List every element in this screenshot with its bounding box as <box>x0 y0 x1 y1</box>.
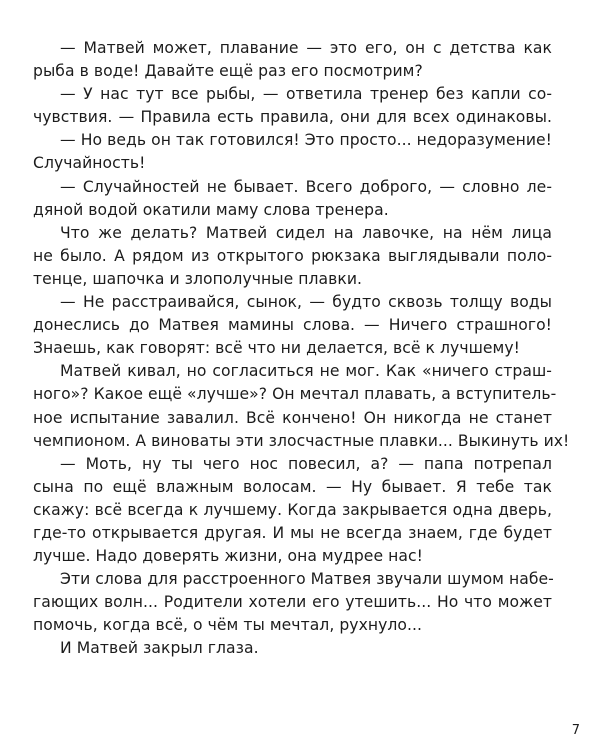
text-line-12: — Не расстраивайся, сынок, — будто сквозь толщу воды <box>60 293 552 312</box>
text-line-11: тенце, шапочка и злополучные плавки. <box>33 269 363 288</box>
text-line-2: рыба в воде! Давайте ещё раз его посмотрим? <box>33 62 423 81</box>
text-line-6: Случайность! <box>33 154 146 173</box>
text-line-20: сына по ещё влажным волосам. — Ну бывает. Я тебе так <box>33 477 552 496</box>
text-line-16: ного»? Какое ещё «лучше»? Он мечтал плавать, а вступитель- <box>33 385 557 404</box>
text-line-22: где-то открывается другая. И мы не всегда знаем, где будет <box>33 523 552 542</box>
text-line-15: Матвей кивал, но согласиться не мог. Как «ничего страш- <box>60 362 552 381</box>
text-line-9: Что же делать? Матвей сидел на лавочке, на нём лица <box>60 223 552 242</box>
text-line-8: дяной водой окатили маму слова тренера. <box>33 200 389 219</box>
text-line-27: И Матвей закрыл глаза. <box>60 639 259 658</box>
text-line-14: Знаешь, как говорят: всё что ни делается, всё к лучшему! <box>33 339 520 358</box>
text-line-4: чувствия. — Правила есть правила, они для всех одинаковы. <box>33 108 552 127</box>
text-line-26: помочь, когда всё, о чём ты мечтал, рухнуло... <box>33 616 422 635</box>
page-number: 7 <box>571 723 580 738</box>
text-line-18: чемпионом. А виноваты эти злосчастные плавки... Выкинуть их! <box>33 431 570 450</box>
story-text <box>33 37 570 661</box>
text-line-7: — Случайностей не бывает. Всего доброго, — словно ле- <box>60 177 552 196</box>
text-line-1: — Матвей может, плавание — это его, он с детства как <box>60 39 552 57</box>
text-line-25: гающих волн... Родители хотели его утешить... Но что может <box>33 593 552 612</box>
text-line-23: лучше. Надо доверять жизни, она мудрее нас! <box>33 547 423 566</box>
text-line-10: не было. А рядом из открытого рюкзака выглядывали поло- <box>33 246 552 265</box>
text-line-19: — Моть, ну ты чего нос повесил, а? — папа потрепал <box>60 454 552 473</box>
text-line-13: донеслись до Матвея мамины слова. — Ничего страшного! <box>33 316 552 335</box>
text-line-5: — Но ведь он так готовился! Это просто... недоразумение! <box>60 131 552 150</box>
text-line-21: скажу: всё всегда к лучшему. Когда закрывается одна дверь, <box>33 500 552 519</box>
text-line-24: Эти слова для расстроенного Матвея звучали шумом набе- <box>60 570 554 589</box>
text-line-17: ное испытание завалил. Всё кончено! Он никогда не станет <box>33 408 552 427</box>
text-line-3: — У нас тут все рыбы, — ответила тренер без капли со- <box>60 85 552 104</box>
